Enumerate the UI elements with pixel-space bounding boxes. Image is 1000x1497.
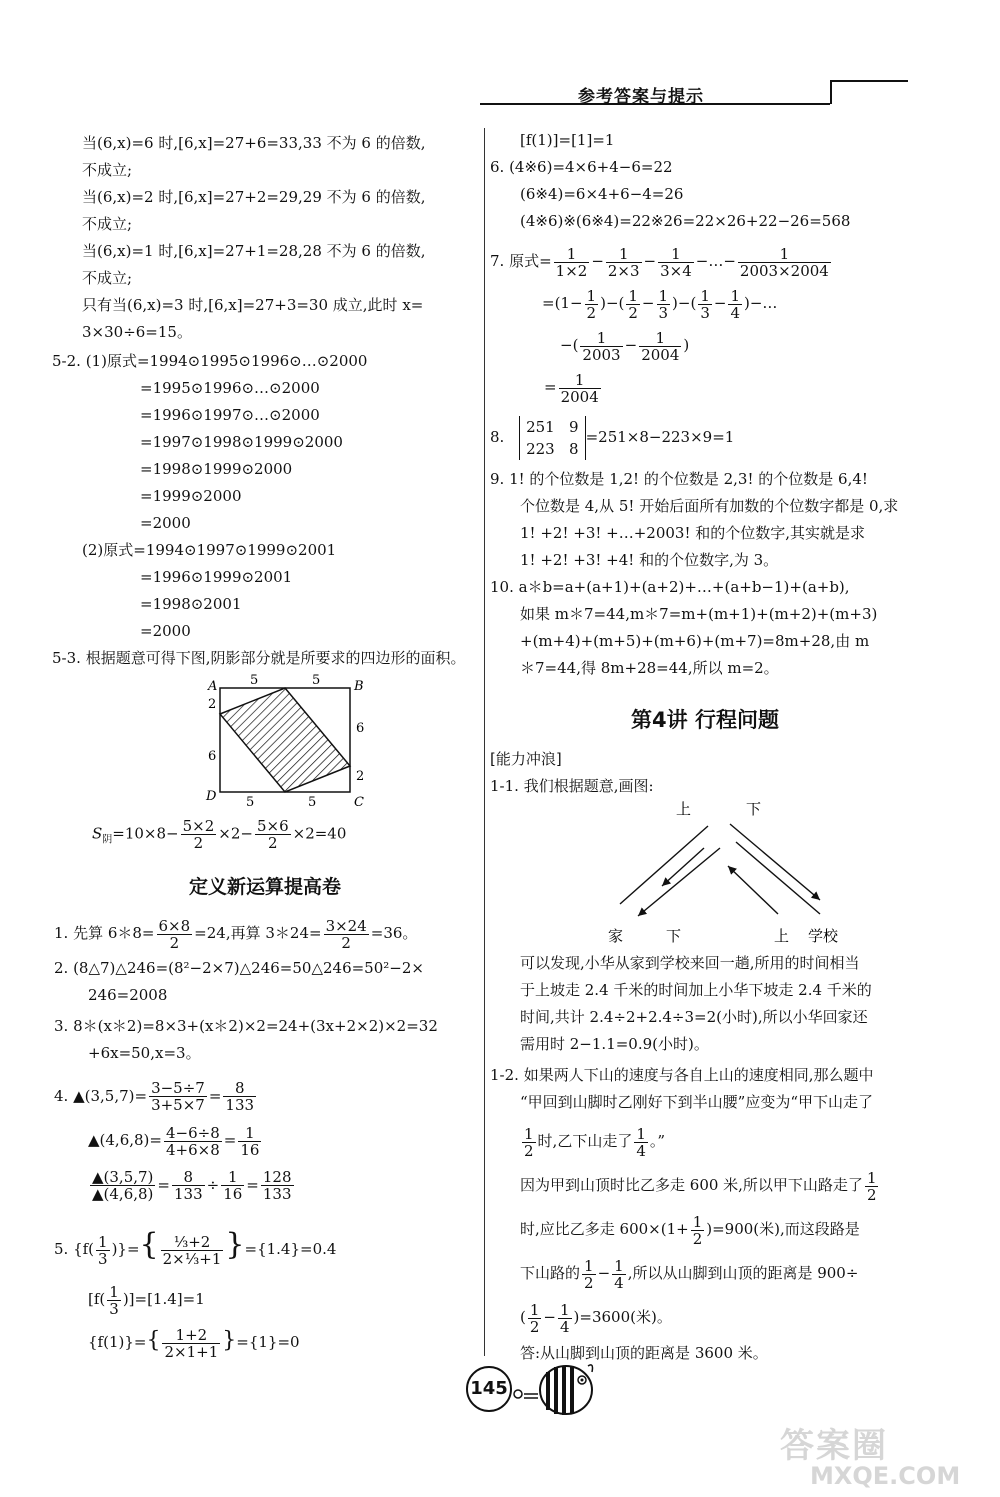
label-bottom-1: 5 <box>246 795 255 810</box>
label-home: 家 <box>608 927 624 945</box>
question-10-line: 如果 m＊7=44,m＊7=m+(m+1)+(m+2)+(m+3) <box>520 605 878 623</box>
rectangle-figure <box>200 672 370 812</box>
label-up-top: 上 <box>676 800 692 818</box>
determinant: 251 9 223 8 <box>519 416 586 460</box>
label-top-2: 5 <box>312 673 321 688</box>
area-part: =10×8− <box>112 824 179 843</box>
question-7-line-1: 7. 原式= $\frac{1}{1\times 2}$ − $\frac{1}{2\times 3}$ − $\frac{1}{3\times 4}$ −…− $\frac{1}{2003\times 2004}$ <box>490 244 829 280</box>
question-1-2-line-5: 时,应比乙多走 600×(1+ $\frac{1}{2}$ )=900(米),而这段路是 <box>520 1212 860 1248</box>
label-right-mid: 6 <box>356 721 365 736</box>
question-4-a: 4. ▲(3,5,7)= $\frac{3-5\div 7}{3+5\times 7}$ = $\frac{8}{133}$ <box>54 1079 255 1114</box>
problem-5-3-line: 5-3. 根据题意可得下图,阴影部分就是所要求的四边形的面积。 <box>52 649 466 667</box>
question-1: 1. 先算 6＊8= $\frac{6\times 8}{2}$ =24,再算 3＊24= $\frac{3\times 24}{2}$ =36。 <box>54 916 418 952</box>
question-4-c: $\frac{▲(3,5,7)}{▲(4,6,8)}$ = $\frac{8}{133}$ ÷ $\frac{1}{16}$ = $\frac{128}{133}$ <box>92 1168 292 1203</box>
road-diagram <box>600 796 860 946</box>
problem-5-2-line: =1998⊙2001 <box>140 595 242 613</box>
watermark-url: MXQE.COM <box>810 1462 961 1490</box>
fraction: $\frac{5\times 2}{2}$ <box>182 817 215 852</box>
right-column <box>490 127 930 682</box>
text-line: 当(6,x)=2 时,[6,x]=27+2=29,29 不为 6 的倍数, <box>82 188 426 206</box>
question-6-line: (6※4)=6×4+6−4=26 <box>520 185 684 203</box>
label-top-1: 5 <box>250 673 259 688</box>
label-d: D <box>206 789 217 804</box>
label-left-mid: 6 <box>208 749 217 764</box>
question-9-line: 个位数是 4,从 5! 开始后面所有加数的个位数字都是 0,求 <box>520 497 899 515</box>
question-10-line: ＊7=44,得 8m+28=44,所以 m=2。 <box>520 659 779 677</box>
answer-1-1-line: 时间,共计 2.4÷2+2.4÷3=2(小时),所以小华回家还 <box>520 1008 868 1026</box>
answer-1-1-line: 可以发现,小华从家到学校来回一趟,所用的时间相当 <box>520 954 860 972</box>
question-3-line: 3. 8＊(x＊2)=8×3+(x＊2)×2=24+(3x+2×2)×2=32 <box>54 1016 438 1035</box>
question-7-line-4: = $\frac{1}{2004}$ <box>544 370 599 406</box>
label-a: A <box>208 679 218 694</box>
question-1-2-line-6: 下山路的 $\frac{1}{2}$ − $\frac{1}{4}$ ,所以从山脚到山顶的距离是 900÷ <box>520 1256 859 1292</box>
question-5-a: 5. {f( $\frac{1}{3}$ )}={ $\frac{\text{⅓+2}}{\text{2×⅓+1}}$ }={1.4}=0.4 <box>54 1227 337 1268</box>
question-1-2-line-4: 因为甲到山顶时比乙多走 600 米,所以甲下山路走了 $\frac{1}{2}$ <box>520 1168 877 1204</box>
text-line: 当(6,x)=6 时,[6,x]=27+6=33,33 不为 6 的倍数, <box>82 134 426 152</box>
header-top-rule <box>832 80 908 82</box>
area-part: ×2=40 <box>292 824 347 843</box>
questions-left <box>54 916 479 1361</box>
label-right-bottom: 2 <box>356 769 365 784</box>
question-6-line: (4※6)※(6※4)=22※26=22×26+22−26=568 <box>520 212 851 230</box>
answer-1-2: 答:从山脚到山顶的距离是 3600 米。 <box>520 1344 768 1362</box>
right-bottom <box>490 950 930 1367</box>
text-line: 当(6,x)=1 时,[6,x]=27+1=28,28 不为 6 的倍数, <box>82 242 426 260</box>
question-1-2-line: “甲回到山脚时乙刚好下到半山腰”应变为“甲下山走了 <box>520 1093 874 1111</box>
question-1-2-line-7: ( $\frac{1}{2}$ − $\frac{1}{4}$ )=3600(米)。 <box>520 1300 672 1336</box>
question-1-2-line-3: $\frac{1}{2}$ 时,乙下山走了 $\frac{1}{4}$ 。” <box>524 1124 666 1160</box>
question-9-line: 9. 1! 的个位数是 1,2! 的个位数是 2,3! 的个位数是 6,4! <box>490 470 868 488</box>
text-line: [f(1)]=[1]=1 <box>520 131 615 149</box>
left-column <box>52 130 472 672</box>
question-9-line: 1! +2! +3! +…+2003! 和的个位数字,其实就是求 <box>520 524 866 542</box>
text-line: 不成立; <box>82 215 133 233</box>
question-2-line: 2. (8△7)△246=(8²−2×7)△246=50△246=50²−2× <box>54 958 424 977</box>
problem-5-2-line: =1995⊙1996⊙…⊙2000 <box>140 379 320 397</box>
question-1-1: 1-1. 我们根据题意,画图: <box>490 777 654 795</box>
page-number: 145 <box>466 1366 512 1412</box>
problem-5-2-line: (2)原式=1994⊙1997⊙1999⊙2001 <box>82 541 337 559</box>
answer-1-1-line: 于上坡走 2.4 千米的时间加上小华下坡走 2.4 千米的 <box>520 981 872 999</box>
question-1-2-line: 1-2. 如果两人下山的速度与各自上山的速度相同,那么题中 <box>490 1066 874 1084</box>
label-b: B <box>354 679 364 694</box>
label-bottom-2: 5 <box>308 795 317 810</box>
label-c: C <box>354 795 364 810</box>
area-part: ×2− <box>218 824 253 843</box>
question-8: 8. 251 9 223 8 =251×8−223×9=1 <box>490 418 735 458</box>
header-title: 参考答案与提示 <box>578 87 704 107</box>
answer-1-1-line: 需用时 2−1.1=0.9(小时)。 <box>520 1035 709 1053</box>
question-10-line: 10. a＊b=a+(a+1)+(a+2)+…+(a+b−1)+(a+b), <box>490 578 850 596</box>
label-up-bottom: 上 <box>774 927 790 945</box>
header-corner <box>830 80 832 104</box>
label-down-bottom: 下 <box>666 927 682 945</box>
fish-icon <box>508 1358 598 1418</box>
problem-5-2-line: =1999⊙2000 <box>140 487 242 505</box>
question-5-b: [f( $\frac{1}{3}$ )]=[1.4]=1 <box>88 1282 205 1318</box>
label-down-top: 下 <box>746 800 762 818</box>
section-title: 定义新运算提高卷 <box>188 876 341 898</box>
question-9-line: 1! +2! +3! +4! 和的个位数字,为 3。 <box>520 551 779 569</box>
watermark-logo: 答案圈 <box>780 1426 888 1466</box>
question-6-line: 6. (4※6)=4×6+4−6=22 <box>490 158 673 176</box>
text-line: 不成立; <box>82 161 133 179</box>
lecture-title: 第4讲 行程问题 <box>631 708 779 732</box>
area-symbol: S <box>92 824 103 843</box>
problem-5-2-line: =1997⊙1998⊙1999⊙2000 <box>140 433 343 451</box>
question-2-line: 246=2008 <box>88 985 168 1004</box>
right-lower <box>490 746 930 800</box>
problem-5-2-line: =1998⊙1999⊙2000 <box>140 460 293 478</box>
area-subscript: 阴 <box>102 834 113 846</box>
question-3-line: +6x=50,x=3。 <box>88 1043 201 1062</box>
question-4-b: ▲(4,6,8)= $\frac{4-6\div 8}{4+6\times 8}$ = $\frac{1}{16}$ <box>88 1123 260 1159</box>
sub-heading: [能力冲浪] <box>490 750 562 768</box>
fraction: $\frac{5\times 6}{2}$ <box>256 817 289 852</box>
question-7-line-3: −( $\frac{1}{2003}$ − $\frac{1}{2004}$ ) <box>560 328 690 364</box>
label-left-top: 2 <box>208 697 217 712</box>
question-10-line: +(m+4)+(m+5)+(m+6)+(m+7)=8m+28,由 m <box>520 632 870 650</box>
problem-5-2-line: =2000 <box>140 514 191 532</box>
problem-5-2-line: =1996⊙1997⊙…⊙2000 <box>140 406 320 424</box>
problem-5-2-line: =1996⊙1999⊙2001 <box>140 568 293 586</box>
header-rule <box>480 103 830 105</box>
question-5-c: {f(1)}={ $\frac{1+2}{2\times 1+1}$ }={1}=0 <box>88 1325 300 1361</box>
question-7-line-2: =(1− $\frac{1}{2}$ )−( $\frac{1}{2}$ − $\frac{1}{3}$ )−( $\frac{1}{3}$ − $\frac{1}{4}$ )−… <box>542 286 778 322</box>
problem-5-2-line: 5-2. (1)原式=1994⊙1995⊙1996⊙…⊙2000 <box>52 352 368 370</box>
column-divider <box>484 128 485 1356</box>
label-school: 学校 <box>808 927 839 945</box>
text-line: 只有当(6,x)=3 时,[6,x]=27+3=30 成立,此时 x= <box>82 296 424 314</box>
text-line: 3×30÷6=15。 <box>82 323 192 341</box>
text-line: 不成立; <box>82 269 133 287</box>
area-formula <box>92 818 346 854</box>
problem-5-2-line: =2000 <box>140 622 191 640</box>
